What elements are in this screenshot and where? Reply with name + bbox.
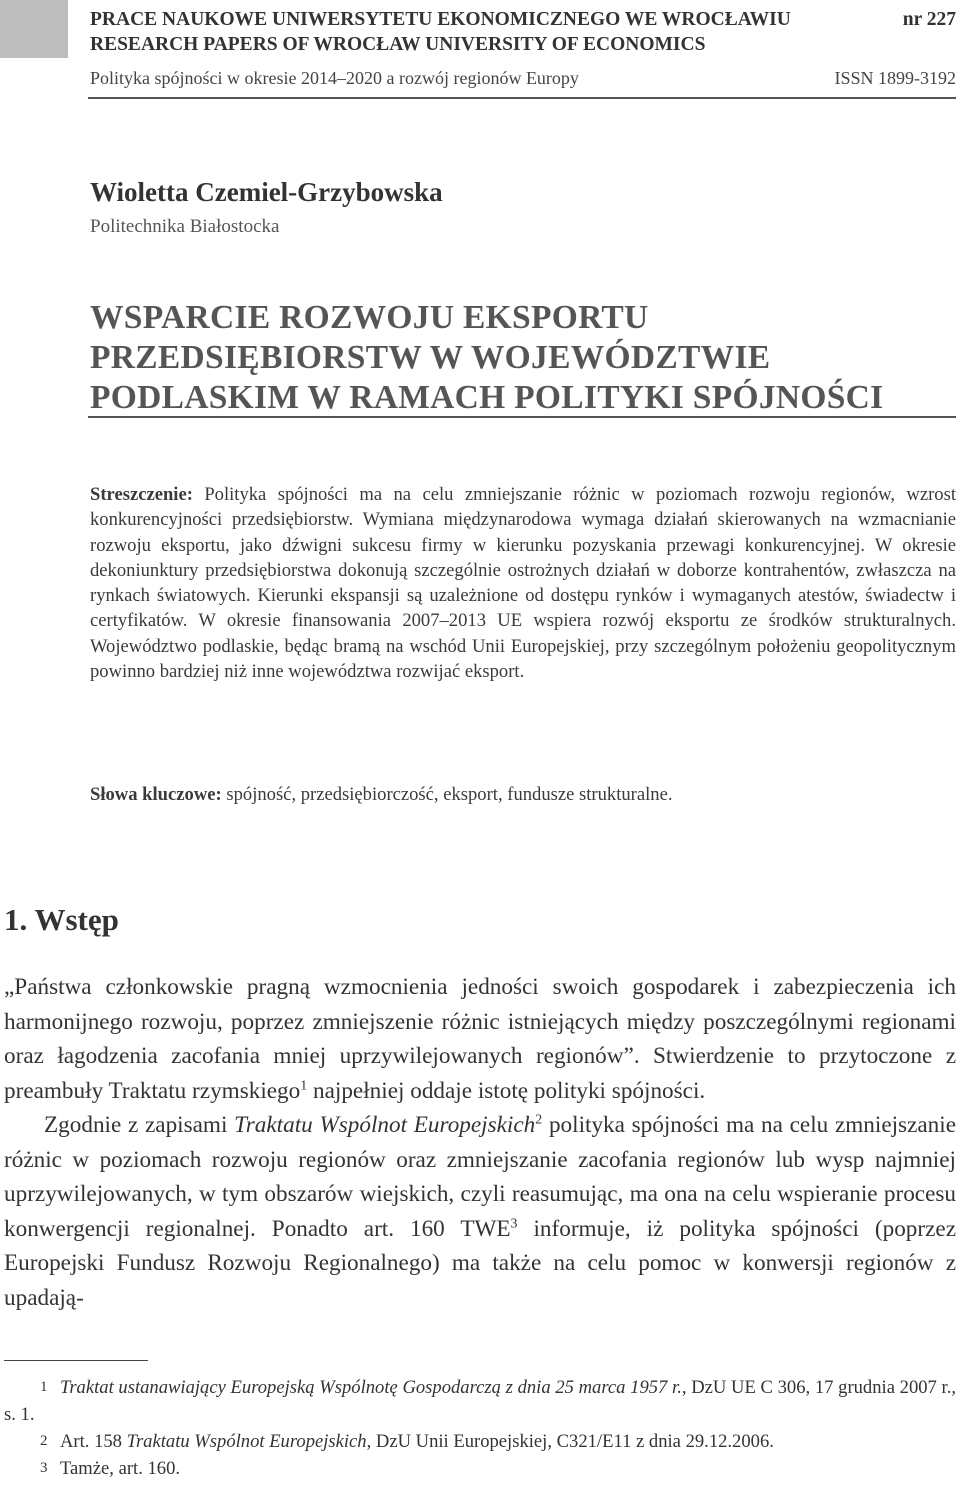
header-gray-block <box>0 0 68 58</box>
keywords-label: Słowa kluczowe: <box>90 784 222 805</box>
keywords-text: spójność, przedsiębiorczość, eksport, fundusze strukturalne. <box>226 784 673 805</box>
italic-citation: Traktatu Wspólnot Europejskich <box>234 1112 536 1138</box>
title-line: WSPARCIE ROZWOJU EKSPORTU <box>90 299 649 336</box>
footnote-number: 2 <box>40 1433 48 1449</box>
footnote-text: , DzU Unii Europejskiej, C321/E11 z dnia 29.12.2006. <box>366 1431 774 1452</box>
journal-title-pl-text: PRACE NAUKOWE UNIWERSYTETU EKONOMICZNEGO WE WROCŁAWIU <box>90 9 791 30</box>
issue-number: nr 227 <box>902 9 956 30</box>
footnote <box>4 1374 956 1428</box>
footnote-ref[interactable]: 1 <box>300 1077 308 1093</box>
footnote-ref[interactable]: 2 <box>535 1112 543 1128</box>
journal-title-pl <box>90 8 956 32</box>
footnote <box>4 1455 956 1482</box>
abstract-label: Streszczenie: <box>90 484 193 505</box>
paragraph-text: informuje, iż polityka spójności (poprzez Europejski Fundusz Rozwoju Regionalnego) ma także na celu pomoc w konwersji regionów z upadają- <box>4 1215 956 1311</box>
abstract-text: Polityka spójności ma na celu zmniejszanie różnic w poziomach rozwoju regionów, wzrost konkurencyjności przedsiębiorstw. Wymiana międzynarodowa wymaga działań skierowanych na wzmacnianie rozwoju eksportu, jako dźwigni sukcesu firmy w kierunku pozyskania przewagi konkurencyjnej. W okresie dekoniunktury przedsiębiorstwa dokonują szczególnie ostrożnych działań w doborze kontrahentów, zwłaszcza na rynkach światowych. Kierunki ekspansji są uzależnione od dostępu rynków i wymaganych atestów, świadectw i certyfikatów. W okresie finansowania 2007–2013 UE wspiera rozwój eksportu ze środków strukturalnych. Województwo podlaskie, będąc bramą na wschód Unii Europejskiej, przy szczególnym położeniu geopolitycznym powinno bardziej niż inne województwa rozwijać eksport. <box>90 484 956 683</box>
footnotes <box>4 1374 956 1482</box>
footnote-number: 1 <box>40 1379 48 1395</box>
title-line: PODLASKIM W RAMACH POLITYKI SPÓJNOŚCI <box>90 379 884 416</box>
keywords <box>90 782 956 807</box>
footnote-number: 3 <box>40 1460 48 1476</box>
title-line: PRZEDSIĘBIORSTW W WOJEWÓDZTWIE <box>90 339 771 376</box>
abstract <box>90 482 956 684</box>
footnote-text: Art. 158 <box>60 1431 127 1452</box>
section-heading: 1. Wstęp <box>4 902 119 937</box>
footnote-rule <box>4 1360 148 1361</box>
journal-title-en: RESEARCH PAPERS OF WROCŁAW UNIVERSITY OF ECONOMICS <box>90 34 706 55</box>
paragraph-text: polityka spójności ma na celu zmniejszanie różnic w poziomach rozwoju regionów oraz zmniejszanie zacofania regionów lub wysp najmniej uprzywilejowanych, w tym obszarów wiejskich, czyli reasumując, ma ona na celu wspieranie procesu konwergencji regionalnej. Ponadto art. 160 TWE <box>4 1112 956 1242</box>
paper-title <box>90 298 956 418</box>
footnote-italic: Traktat ustanawiający Europejską Wspólnotę Gospodarczą z dnia 25 marca 1957 r. <box>60 1377 682 1398</box>
paragraph <box>4 970 956 1108</box>
paragraph-text: najpełniej oddaje istotę polityki spójności. <box>307 1077 706 1104</box>
paragraph <box>4 1108 956 1315</box>
footnote <box>4 1428 956 1455</box>
footnote-ref[interactable]: 3 <box>510 1215 518 1231</box>
author-affiliation: Politechnika Białostocka <box>90 216 280 237</box>
paragraph-text: „Państwa członkowskie pragną wzmocnienia jedności swoich gospodarek i zabezpieczenia ich harmonijnego rozwoju, poprzez zmniejszenie różnic istniejących między poszczególnymi regionami oraz łagodzenia zacofania mniej uprzywilejowanych regionów”. Stwierdzenie to przytoczone z preambuły Traktatu rzymskiego <box>4 974 956 1104</box>
header-rule <box>88 97 956 99</box>
body-text <box>4 970 956 1315</box>
footnote-text: Tamże, art. 160. <box>60 1458 181 1479</box>
issn: ISSN 1899-3192 <box>834 68 956 88</box>
footnote-italic: Traktatu Wspólnot Europejskich <box>126 1431 367 1452</box>
author-name: Wioletta Czemiel-Grzybowska <box>90 177 443 207</box>
issue-title: Polityka spójności w okresie 2014–2020 a rozwój regionów Europy <box>90 68 579 88</box>
title-rule <box>88 416 956 418</box>
issue-line <box>90 66 956 90</box>
footnote-text: , DzU UE C 306, 17 grudnia 2007 r., s. 1. <box>4 1377 956 1425</box>
paragraph-text: Zgodnie z zapisami <box>44 1112 235 1138</box>
